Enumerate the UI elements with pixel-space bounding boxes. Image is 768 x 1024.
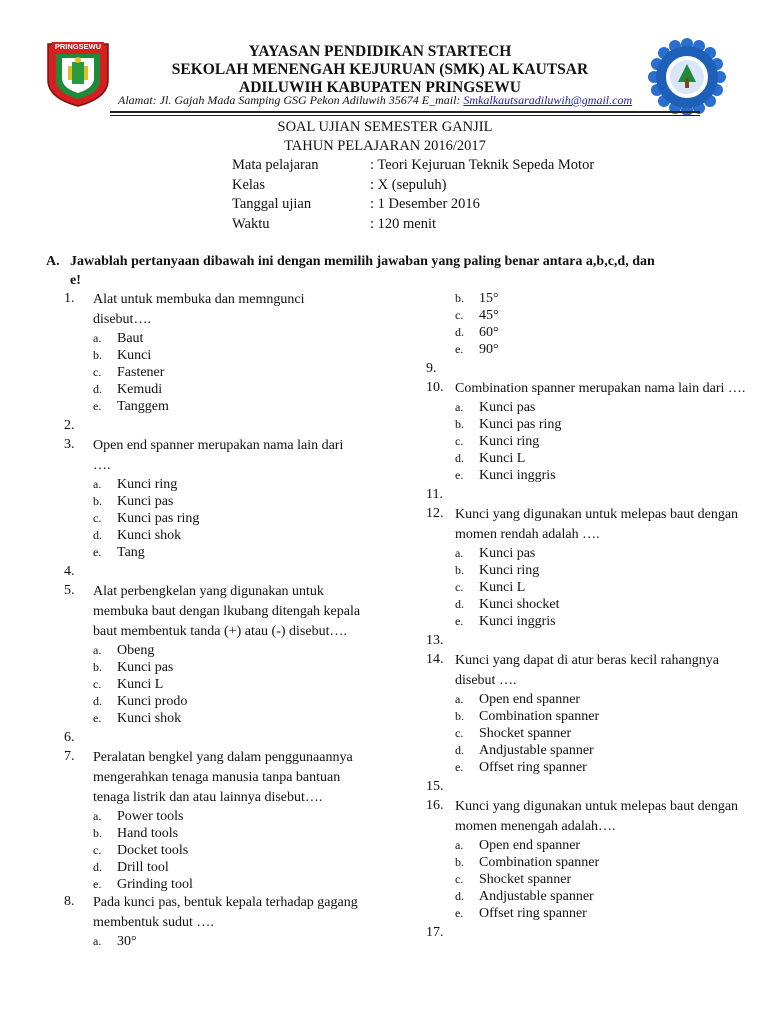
- option-letter: c.: [455, 726, 464, 740]
- question-10: [426, 379, 746, 399]
- option[interactable]: [426, 888, 746, 905]
- option-text: Combination spanner: [479, 709, 600, 724]
- option-text: Kunci inggris: [479, 468, 556, 483]
- option[interactable]: [64, 476, 364, 493]
- option[interactable]: [426, 416, 746, 433]
- option[interactable]: [426, 450, 746, 467]
- question-text: Peralatan bengkel yang dalam penggunaannya mengerahkan tenaga manusia tanpa bantuan tenaga listrik dan atau lainnya disebut….: [93, 750, 353, 805]
- question-number: 13.: [426, 633, 444, 648]
- question-number: 9.: [426, 361, 437, 376]
- option-text: Kunci ring: [479, 434, 540, 449]
- question-14: [426, 651, 746, 691]
- info-row-time: [232, 215, 594, 235]
- school-seal-icon: [648, 38, 726, 116]
- school-location: ADILUWIH KABUPATEN PRINGSEWU: [239, 79, 521, 96]
- question-16: [426, 797, 746, 837]
- option-text: Kunci pas: [479, 400, 536, 415]
- header-rule-thick: [110, 111, 700, 113]
- option[interactable]: [426, 837, 746, 854]
- option[interactable]: [64, 825, 364, 842]
- pringsewu-logo-icon: [44, 38, 112, 108]
- question-number: 8.: [64, 894, 75, 909]
- option[interactable]: [426, 596, 746, 613]
- option[interactable]: [64, 544, 364, 561]
- info-label: Waktu: [232, 215, 270, 232]
- option-letter: d.: [455, 743, 464, 757]
- option-letter: c.: [455, 434, 464, 448]
- section-letter: A.: [46, 254, 60, 269]
- option-letter: e.: [455, 342, 464, 356]
- option-letter: a.: [455, 400, 464, 414]
- option-text: Open end spanner: [479, 692, 581, 707]
- option-letter: e.: [455, 468, 464, 482]
- instruction-line: Jawablah pertanyaan dibawah ini dengan memilih jawaban yang paling benar antara a,b,c,d, dan: [70, 254, 655, 269]
- option-letter: a.: [455, 838, 464, 852]
- question-9: [426, 360, 746, 377]
- option[interactable]: [64, 659, 364, 676]
- option-letter: d.: [93, 694, 102, 708]
- option-text: 45°: [479, 308, 499, 323]
- option-text: Kunci pas ring: [117, 511, 200, 526]
- question-number: 17.: [426, 925, 444, 940]
- option-letter: d.: [455, 451, 464, 465]
- info-value: : 120 menit: [370, 215, 437, 232]
- option-letter: c.: [455, 872, 464, 886]
- instruction-line: e!: [70, 273, 81, 288]
- option-letter: b.: [455, 291, 464, 305]
- question-text: Pada kunci pas, bentuk kepala terhadap gagang membentuk sudut ….: [93, 895, 358, 930]
- question-13: [426, 632, 746, 649]
- option-letter: d.: [455, 325, 464, 339]
- option-text: Docket tools: [117, 843, 189, 858]
- option-letter: b.: [93, 826, 102, 840]
- option[interactable]: [426, 290, 746, 307]
- option[interactable]: [426, 691, 746, 708]
- option-letter: b.: [93, 348, 102, 362]
- option-text: Hand tools: [117, 826, 179, 841]
- option-letter: c.: [93, 365, 102, 379]
- option[interactable]: [426, 613, 746, 630]
- question-4: [64, 563, 364, 580]
- option-text: Kunci ring: [117, 477, 178, 492]
- option-letter: b.: [455, 563, 464, 577]
- option-text: Offset ring spanner: [479, 906, 587, 921]
- option-text: 90°: [479, 342, 499, 357]
- option[interactable]: [426, 742, 746, 759]
- option-text: Offset ring spanner: [479, 760, 587, 775]
- option-text: 15°: [479, 291, 499, 306]
- option-text: Baut: [117, 331, 144, 346]
- option-text: Open end spanner: [479, 838, 581, 853]
- option-text: Kunci L: [117, 677, 164, 692]
- option[interactable]: [426, 399, 746, 416]
- option-letter: b.: [455, 709, 464, 723]
- option-letter: a.: [93, 643, 102, 657]
- option[interactable]: [64, 710, 364, 727]
- option-text: Kunci pas ring: [479, 417, 562, 432]
- exam-year: TAHUN PELAJARAN 2016/2017: [284, 138, 486, 154]
- question-number: 11.: [426, 487, 443, 502]
- option[interactable]: [64, 347, 364, 364]
- option-text: Combination spanner: [479, 855, 600, 870]
- option-text: Kunci pas: [117, 660, 174, 675]
- option-letter: c.: [93, 511, 102, 525]
- option-text: Kunci prodo: [117, 694, 188, 709]
- option[interactable]: [426, 562, 746, 579]
- option[interactable]: [426, 708, 746, 725]
- question-text: Kunci yang digunakan untuk melepas baut dengan momen menengah adalah….: [455, 799, 739, 834]
- info-row-class: [232, 176, 594, 196]
- option-letter: b.: [455, 417, 464, 431]
- option[interactable]: [64, 676, 364, 693]
- option-letter: e.: [455, 760, 464, 774]
- question-text: Alat untuk membuka dan memngunci disebut….: [93, 292, 305, 327]
- option[interactable]: [426, 759, 746, 776]
- option-text: Shocket spanner: [479, 726, 572, 741]
- exam-title: SOAL UJIAN SEMESTER GANJIL: [277, 119, 493, 135]
- question-number: 16.: [426, 798, 444, 813]
- option-letter: e.: [455, 906, 464, 920]
- info-label: Kelas: [232, 176, 266, 193]
- info-value: : 1 Desember 2016: [370, 196, 480, 212]
- question-7: [64, 748, 364, 808]
- option[interactable]: [64, 510, 364, 527]
- school-address: [118, 93, 678, 108]
- question-2: [64, 417, 364, 434]
- option-text: 60°: [479, 325, 499, 340]
- option-text: Kunci L: [479, 580, 526, 595]
- option[interactable]: [426, 579, 746, 596]
- option-letter: c.: [93, 677, 102, 691]
- option[interactable]: [64, 330, 364, 347]
- option-text: Kunci L: [479, 451, 526, 466]
- instruction: [46, 252, 726, 290]
- option-letter: a.: [455, 692, 464, 706]
- question-17: [426, 924, 746, 941]
- option-text: Drill tool: [117, 860, 169, 875]
- option[interactable]: [426, 433, 746, 450]
- option[interactable]: [64, 381, 364, 398]
- question-15: [426, 778, 746, 795]
- option-text: Kunci inggris: [479, 614, 556, 629]
- option-text: Kunci: [117, 348, 152, 363]
- question-number: 12.: [426, 506, 444, 521]
- option-text: Fastener: [117, 365, 165, 380]
- option-letter: a.: [93, 477, 102, 491]
- questions-right-column: [426, 290, 746, 941]
- option-letter: b.: [455, 855, 464, 869]
- option-letter: d.: [455, 889, 464, 903]
- option[interactable]: [64, 808, 364, 825]
- exam-info: [232, 156, 594, 234]
- foundation-name: YAYASAN PENDIDIKAN STARTECH: [248, 43, 512, 60]
- option[interactable]: [64, 364, 364, 381]
- question-text: Combination spanner merupakan nama lain dari ….: [455, 381, 746, 396]
- question-number: 15.: [426, 779, 444, 794]
- question-number: 2.: [64, 418, 75, 433]
- option-text: Kunci ring: [479, 563, 540, 578]
- question-3: [64, 436, 364, 476]
- info-value: : X (sepuluh): [370, 176, 447, 193]
- option[interactable]: [426, 871, 746, 888]
- question-11: [426, 486, 746, 503]
- question-number: 6.: [64, 730, 75, 745]
- option-letter: e.: [93, 399, 102, 413]
- question-number: 7.: [64, 749, 75, 764]
- email-link[interactable]: Smkalkautsaradiluwih@gmail.com: [463, 93, 633, 107]
- logo-left-text: PRINGSEWU: [54, 42, 102, 51]
- option-letter: d.: [93, 382, 102, 396]
- option[interactable]: [64, 493, 364, 510]
- option[interactable]: [426, 307, 746, 324]
- info-row-date: [232, 195, 594, 215]
- question-1: [64, 290, 364, 330]
- option[interactable]: [64, 693, 364, 710]
- option-letter: c.: [93, 843, 102, 857]
- info-value: : Teori Kejuruan Teknik Sepeda Motor: [370, 157, 595, 173]
- option[interactable]: [426, 467, 746, 484]
- question-number: 4.: [64, 564, 75, 579]
- option-text: Kunci pas: [479, 546, 536, 561]
- option-text: Kunci pas: [117, 494, 174, 509]
- question-5: [64, 582, 364, 642]
- option-letter: e.: [455, 614, 464, 628]
- option-text: Tang: [117, 545, 145, 560]
- option-text: 30°: [117, 934, 137, 949]
- option[interactable]: [64, 527, 364, 544]
- option-letter: a.: [93, 331, 102, 345]
- option-letter: d.: [455, 597, 464, 611]
- option-text: Kunci shok: [117, 711, 182, 726]
- option-text: Kunci shok: [117, 528, 182, 543]
- option[interactable]: [64, 933, 364, 950]
- option-letter: e.: [93, 545, 102, 559]
- option-letter: d.: [93, 860, 102, 874]
- question-text: Kunci yang digunakan untuk melepas baut dengan momen rendah adalah ….: [455, 507, 739, 542]
- option-letter: a.: [93, 934, 102, 948]
- option-letter: a.: [93, 809, 102, 823]
- option-text: Tanggem: [117, 399, 169, 414]
- info-label: Mata pelajaran: [232, 157, 319, 173]
- option[interactable]: [426, 905, 746, 922]
- question-number: 1.: [64, 291, 75, 306]
- question-text: Kunci yang dapat di atur beras kecil rahangnya disebut ….: [455, 653, 719, 688]
- questions-left-column: [64, 290, 364, 950]
- option-letter: d.: [93, 528, 102, 542]
- option-text: Kunci shocket: [479, 597, 560, 612]
- option-letter: b.: [93, 660, 102, 674]
- option-letter: b.: [93, 494, 102, 508]
- option[interactable]: [64, 876, 364, 893]
- option-text: Obeng: [117, 643, 155, 658]
- question-text: Alat perbengkelan yang digunakan untuk membuka baut dengan lkubang ditengah kepala baut membentuk tanda (+) atau (-) disebut….: [93, 584, 361, 639]
- option-letter: c.: [455, 580, 464, 594]
- option[interactable]: [426, 545, 746, 562]
- question-text: Open end spanner merupakan nama lain dari ….: [93, 438, 344, 473]
- option-letter: e.: [93, 711, 102, 725]
- address-text: Alamat: Jl. Gajah Mada Samping GSG Pekon Adiluwih 35674 E_mail:: [118, 93, 464, 107]
- option[interactable]: [426, 854, 746, 871]
- option[interactable]: [426, 725, 746, 742]
- option[interactable]: [64, 398, 364, 415]
- option-letter: a.: [455, 546, 464, 560]
- option[interactable]: [64, 859, 364, 876]
- option-letter: c.: [455, 308, 464, 322]
- question-12: [426, 505, 746, 545]
- option[interactable]: [64, 842, 364, 859]
- question-number: 10.: [426, 380, 444, 395]
- question-number: 5.: [64, 583, 75, 598]
- info-label: Tanggal ujian: [232, 196, 312, 212]
- option[interactable]: [64, 642, 364, 659]
- option-text: Andjustable spanner: [479, 743, 594, 758]
- question-number: 14.: [426, 652, 444, 667]
- option-text: Andjustable spanner: [479, 889, 594, 904]
- question-6: [64, 729, 364, 746]
- option-text: Kemudi: [117, 382, 163, 397]
- info-row-subject: [232, 156, 594, 176]
- question-number: 3.: [64, 437, 75, 452]
- question-8: [64, 893, 364, 933]
- school-name: SEKOLAH MENENGAH KEJURUAN (SMK) AL KAUTSAR: [171, 61, 589, 78]
- option-letter: e.: [93, 877, 102, 891]
- header-rule-thin: [110, 115, 700, 116]
- option-text: Shocket spanner: [479, 872, 572, 887]
- option-text: Grinding tool: [117, 877, 193, 892]
- option[interactable]: [426, 324, 746, 341]
- option[interactable]: [426, 341, 746, 358]
- option-text: Power tools: [117, 809, 184, 824]
